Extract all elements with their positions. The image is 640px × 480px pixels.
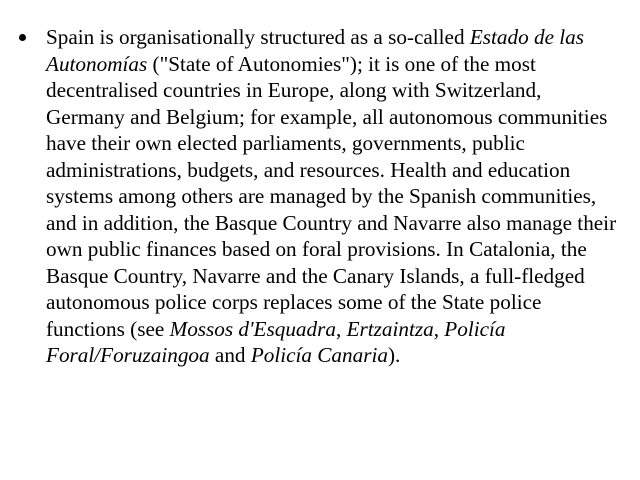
text-separator: ,	[433, 316, 445, 341]
italic-term-policia-canaria: Policía Canaria	[250, 343, 388, 367]
text-segment: ).	[387, 343, 401, 367]
text-segment: Spain is organisationally structured as a so-called	[46, 25, 470, 49]
italic-term-estado-de-las-autonomias: Estado de las Autonomías	[46, 25, 585, 76]
text-separator: and	[209, 343, 251, 367]
bullet-list	[19, 24, 620, 369]
bullet-icon	[19, 34, 26, 41]
italic-term-ertzaintza: Ertzaintza	[346, 316, 434, 341]
italic-term-policia-foral: Policía Foral/Foruzaingoa	[46, 316, 506, 367]
text-segment: ("State of Autonomies"); it is one of the most decentralised countries in Europe, along with Switzerland, Germany and Belgium; for example, all autonomous communities have their own elected parliaments, governments, public administrations, budgets, and resources. Health and education systems among others are managed by the Spanish communities, and in addition, the Basque Country and Navarre also manage their own public finances based on foral provisions. In Catalonia, the Basque Country, Navarre and the Canary Islands, a full-fledged autonomous police corps replaces some of the State police functions (see	[46, 51, 617, 341]
text-separator: ,	[335, 316, 347, 341]
italic-term-mossos-desquadra: Mossos d'Esquadra	[169, 316, 336, 341]
bullet-item	[19, 24, 620, 369]
